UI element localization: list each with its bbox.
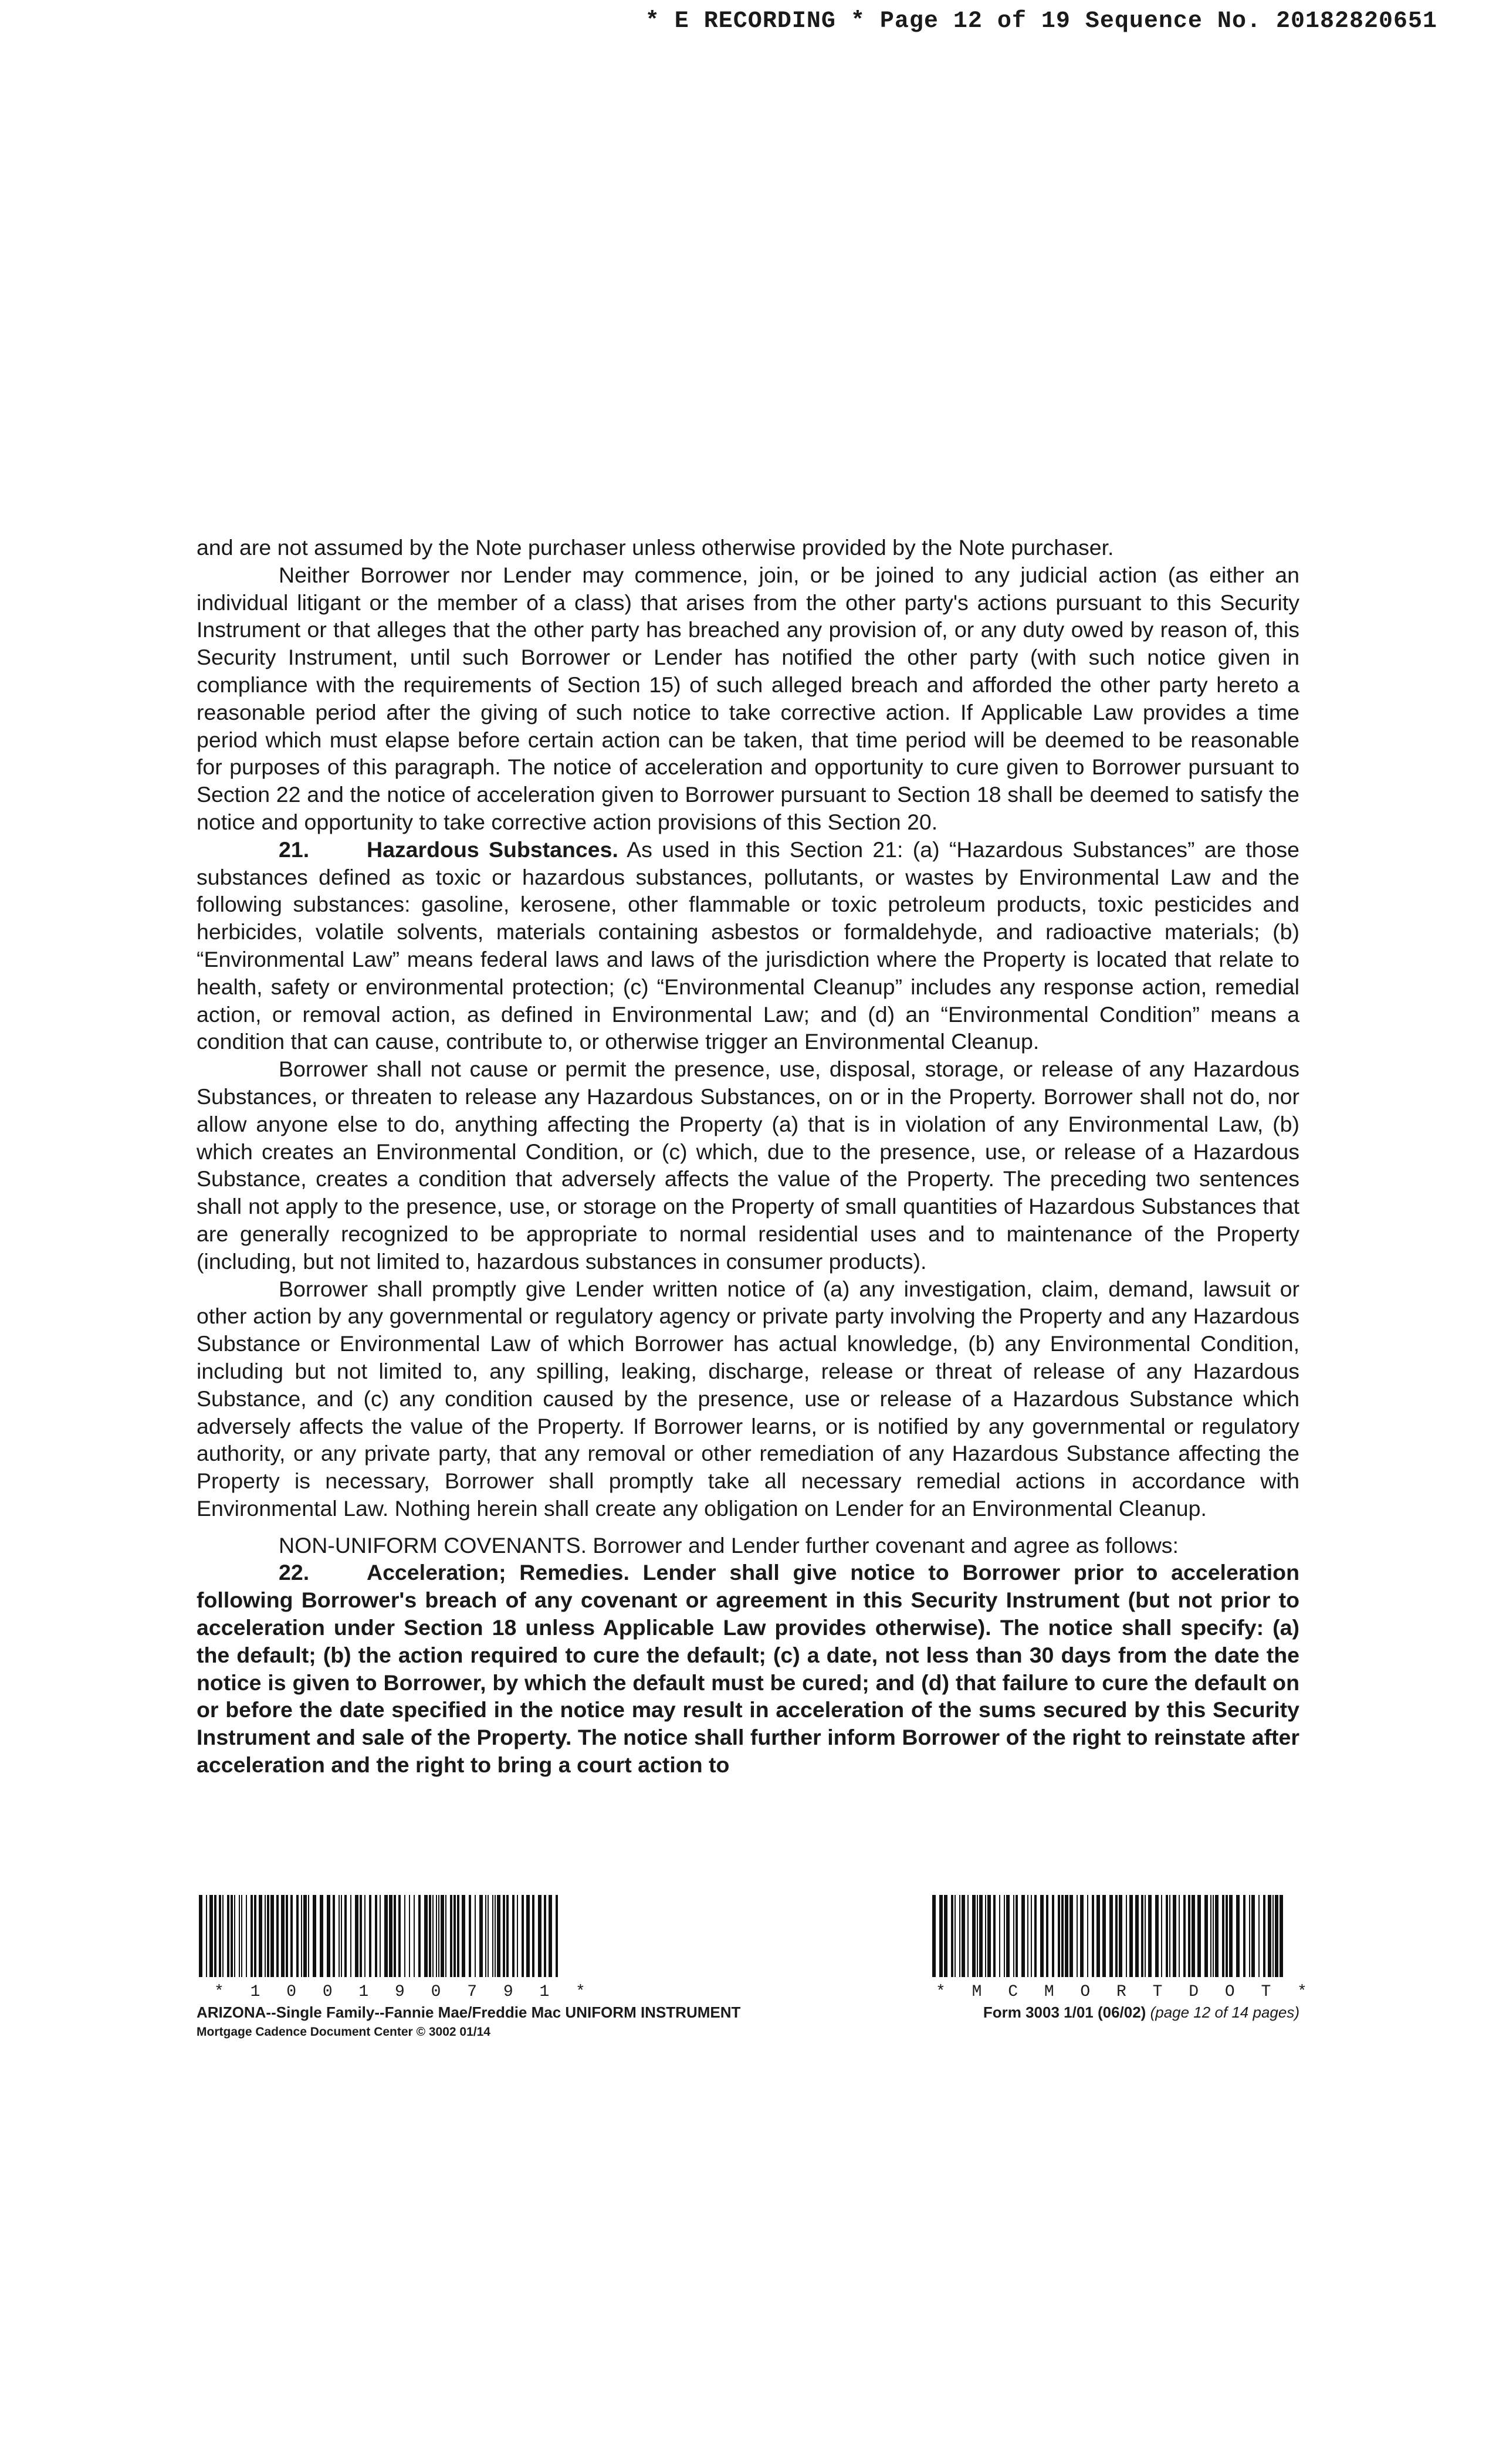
barcode-bar	[231, 1895, 233, 1977]
barcode-bar	[485, 1895, 486, 1977]
barcode-bar	[1173, 1895, 1176, 1977]
barcode-bar	[441, 1895, 444, 1977]
barcode-bar	[398, 1895, 401, 1977]
barcode-bar	[1145, 1895, 1146, 1977]
barcode-bar	[1004, 1895, 1005, 1977]
barcode-bar	[1169, 1895, 1170, 1977]
barcode-bar	[939, 1895, 943, 1977]
barcode-bar	[286, 1895, 288, 1977]
barcode-bar	[290, 1895, 293, 1977]
barcode-bar	[246, 1895, 247, 1977]
barcode-bar	[303, 1895, 307, 1977]
barcode-bar	[1102, 1895, 1106, 1977]
barcode-bar	[1280, 1895, 1283, 1977]
barcode-bar	[308, 1895, 309, 1977]
barcode-bar	[270, 1895, 274, 1977]
barcode-bar	[1065, 1895, 1068, 1977]
barcode-bar	[1215, 1895, 1219, 1977]
barcode-bar	[267, 1895, 269, 1977]
paragraph-borrower-not-cause: Borrower shall not cause or permit the presence, use, disposal, storage, or release of any Hazardous Substances, or threaten to release any Hazardous Substances, on or in the Property. Borrower shall not do, nor allow anyone else to do, anything affecting the Property (a) that is in violation of any Environmental Law, (b) which creates an Environmental Condition, or (c) which, due to the presence, use, or release of a Hazardous Substance, creates a condition that adversely affects the value of the Property. The preceding two sentences shall not apply to the presence, use, or storage on the Property of small quantities of Hazardous Substances that are generally recognized to be appropriate to normal residential uses and to maintenance of the Property (including, but not limited to, hazardous substances in consumer products).	[197, 1057, 1299, 1274]
barcode-bar	[251, 1895, 253, 1977]
barcode-bar	[380, 1895, 381, 1977]
barcode-bar	[418, 1895, 421, 1977]
barcode-bar	[462, 1895, 465, 1977]
barcode-bar	[296, 1895, 299, 1977]
barcode-bar	[409, 1895, 410, 1977]
section-22-number: 22.	[279, 1560, 310, 1585]
barcode-bar	[339, 1895, 340, 1977]
barcode-bar	[556, 1895, 558, 1977]
barcode-left-text: * 1 0 0 1 9 0 7 9 1 *	[214, 1983, 594, 2001]
barcode-bar	[1077, 1895, 1078, 1977]
barcode-bar	[1013, 1895, 1014, 1977]
barcode-bar	[320, 1895, 323, 1977]
barcode-bar	[301, 1895, 302, 1977]
barcode-bar	[506, 1895, 509, 1977]
barcode-bar	[993, 1895, 996, 1977]
barcode-bar	[313, 1895, 316, 1977]
barcode-bar	[549, 1895, 552, 1977]
barcode-bar	[479, 1895, 483, 1977]
barcode-right	[930, 1895, 1288, 1977]
section-21-text: As used in this Section 21: (a) “Hazardous Substances” are those substances defined as toxic or hazardous substances, pollutants, or wastes by Environmental Law and the following substances: gasoline, kerosene, other flammable or toxic petroleum products, toxic pesticides and herbicides, volatile solvents, materials containing asbestos or formaldehyde, and radioactive materials; (b) “Environmental Law” means federal laws and laws of the jurisdiction where the Property is located that relate to health, safety or environmental protection; (c) “Environmental Cleanup” includes any response action, remedial action, or removal action, as defined in Environmental Law; and (d) an “Environmental Condition” means a condition that can cause, contribute to, or otherwise trigger an Environmental Cleanup.	[197, 837, 1300, 1054]
barcode-bar	[239, 1895, 240, 1977]
barcode-bar	[1272, 1895, 1274, 1977]
barcode-bar	[219, 1895, 221, 1977]
barcode-bar	[1251, 1895, 1255, 1977]
barcode-bar	[526, 1895, 530, 1977]
section-22-text: Acceleration; Remedies. Lender shall give notice to Borrower prior to acceleration following Borrower's breach of any covenant or agreement in this Security Instrument (but not prior to acceleration under Section 18 unless Applicable Law provides otherwise). The notice shall specify: (a) the default; (b) the action required to cure the default; (c) a date, not less than 30 days from the date the notice is given to Borrower, by which the default must be cured; and (d) that failure to cure the default on or before the date specified in the notice may result in acceleration of the sums secured by this Security Instrument and sale of the Property. The notice shall further inform Borrower of the right to reinstate after acceleration and the right to bring a court action to	[197, 1560, 1299, 1778]
barcode-bar	[265, 1895, 266, 1977]
barcode-bar	[281, 1895, 285, 1977]
form-footer	[197, 1895, 1315, 2047]
barcode-bar	[1166, 1895, 1168, 1977]
barcode-bar	[1148, 1895, 1152, 1977]
barcode-bar	[1179, 1895, 1180, 1977]
barcode-bar	[955, 1895, 956, 1977]
barcode-bar	[492, 1895, 493, 1977]
document-body	[197, 534, 1299, 1779]
barcode-bar	[1258, 1895, 1260, 1977]
barcode-bar	[227, 1895, 229, 1977]
barcode-bar	[987, 1895, 991, 1977]
barcode-bar	[1213, 1895, 1214, 1977]
barcode-bar	[1092, 1895, 1094, 1977]
form-number: Form 3003 1/01 (06/02)	[983, 2003, 1146, 2021]
barcode-bar	[1204, 1895, 1208, 1977]
barcode-bar	[364, 1895, 365, 1977]
barcode-bar	[389, 1895, 392, 1977]
section-21	[197, 836, 1299, 1055]
barcode-bar	[1006, 1895, 1010, 1977]
form-number-line	[983, 2003, 1299, 2022]
barcode-bar	[457, 1895, 459, 1977]
barcode-bar	[1126, 1895, 1127, 1977]
barcode-bar	[199, 1895, 202, 1977]
barcode-bar	[206, 1895, 207, 1977]
barcode-bar	[394, 1895, 396, 1977]
barcode-bar	[1141, 1895, 1143, 1977]
barcode-bar	[1016, 1895, 1018, 1977]
barcode-bar	[450, 1895, 452, 1977]
barcode-bar	[1236, 1895, 1240, 1977]
barcode-bar	[979, 1895, 983, 1977]
barcode-bar	[1052, 1895, 1054, 1977]
barcode-bar	[384, 1895, 388, 1977]
barcode-bar	[1096, 1895, 1100, 1977]
barcode-bar	[259, 1895, 262, 1977]
barcode-bar	[424, 1895, 428, 1977]
barcode-bar	[1275, 1895, 1278, 1977]
barcode-bar	[469, 1895, 471, 1977]
barcode-bar	[532, 1895, 534, 1977]
barcode-bar	[1229, 1895, 1233, 1977]
section-21-title: Hazardous Substances.	[367, 837, 618, 862]
barcode-bar	[1249, 1895, 1250, 1977]
barcode-bar	[341, 1895, 342, 1977]
barcode-bar	[1155, 1895, 1159, 1977]
barcode-bar	[276, 1895, 279, 1977]
barcode-bar	[1109, 1895, 1113, 1977]
barcode-bar	[1222, 1895, 1224, 1977]
barcode-bar	[944, 1895, 947, 1977]
barcode-bar	[1058, 1895, 1060, 1977]
barcode-left	[197, 1895, 560, 1977]
barcode-bar	[1115, 1895, 1118, 1977]
barcode-bar	[432, 1895, 434, 1977]
barcode-bar	[1161, 1895, 1162, 1977]
barcode-bar	[1263, 1895, 1265, 1977]
paragraph-non-uniform-covenants: NON-UNIFORM COVENANTS. Borrower and Lender further covenant and agree as follows:	[279, 1532, 1179, 1558]
barcode-bar	[436, 1895, 437, 1977]
barcode-bar	[1226, 1895, 1228, 1977]
barcode-bar	[1021, 1895, 1025, 1977]
barcode-bar	[959, 1895, 960, 1977]
barcode-bar	[985, 1895, 986, 1977]
barcode-bar	[445, 1895, 446, 1977]
barcode-bar	[209, 1895, 213, 1977]
barcode-bar	[404, 1895, 405, 1977]
form-source: Mortgage Cadence Document Center © 3002 01/14	[197, 2025, 490, 2039]
section-22	[197, 1559, 1299, 1778]
barcode-bar	[355, 1895, 358, 1977]
barcode-bar	[999, 1895, 1000, 1977]
barcode-bar	[495, 1895, 496, 1977]
barcode-bar	[375, 1895, 377, 1977]
barcode-bar	[1087, 1895, 1088, 1977]
barcode-bar	[214, 1895, 216, 1977]
barcode-bar	[932, 1895, 936, 1977]
barcode-bar	[414, 1895, 415, 1977]
barcode-bar	[1129, 1895, 1133, 1977]
barcode-bar	[234, 1895, 235, 1977]
barcode-bar	[1210, 1895, 1211, 1977]
barcode-bar	[344, 1895, 347, 1977]
barcode-bar	[522, 1895, 524, 1977]
paragraph-judicial-action: Neither Borrower nor Lender may commence, join, or be joined to any judicial action (as either an individual litigant or the member of a class) that arises from the other party's actions pursuant to this Security Instrument or that alleges that the other party has breached any provision of, or any duty owed by reason of, this Security Instrument, until such Borrower or Lender has notified the other party (with such notice given in compliance with the requirements of Section 15) of such alleged breach and afforded the other party hereto a reasonable period after the giving of such notice to take corrective action. If Applicable Law provides a time period which must elapse before certain action can be taken, that time period will be deemed to be reasonable for purposes of this paragraph. The notice of acceleration and opportunity to cure given to Borrower pursuant to Section 22 and the notice of acceleration given to Borrower pursuant to Section 18 shall be deemed to satisfy the notice and opportunity to take corrective action provisions of this Section 20.	[197, 562, 1299, 834]
form-title: ARIZONA--Single Family--Fannie Mae/Freddie Mac UNIFORM INSTRUMENT	[197, 2003, 741, 2021]
barcode-bar	[544, 1895, 546, 1977]
barcode-bar	[254, 1895, 256, 1977]
barcode-bar	[438, 1895, 439, 1977]
barcode-bar	[1069, 1895, 1073, 1977]
barcode-bar	[327, 1895, 330, 1977]
barcode-bar	[1046, 1895, 1048, 1977]
page-info: (page 12 of 14 pages)	[1150, 2003, 1299, 2021]
barcode-bar	[1197, 1895, 1201, 1977]
barcode-bar	[517, 1895, 518, 1977]
barcode-bar	[222, 1895, 224, 1977]
barcode-bar	[1080, 1895, 1084, 1977]
barcode-bar	[538, 1895, 541, 1977]
barcode-bar	[350, 1895, 351, 1977]
barcode-bar	[1061, 1895, 1064, 1977]
barcode-bar	[962, 1895, 965, 1977]
barcode-bar	[488, 1895, 489, 1977]
barcode-bar	[333, 1895, 335, 1977]
paragraph-note-purchaser: and are not assumed by the Note purchaser unless otherwise provided by the Note purchaser.	[197, 535, 1114, 560]
barcode-right-text: * M C M O R T D O T *	[936, 1983, 1315, 2001]
barcode-bar	[241, 1895, 242, 1977]
barcode-bar	[512, 1895, 515, 1977]
paragraph-borrower-notice: Borrower shall promptly give Lender written notice of (a) any investigation, claim, demand, lawsuit or other action by any governmental or regulatory agency or private party involving the Property and any Hazardous Substance or Environmental Law of which Borrower has actual knowledge, (b) any Environmental Condition, including but not limited to, any spilling, leaking, discharge, release or threat of release of any Hazardous Substance, and (c) any condition caused by the presence, use or release of a Hazardous Substance which adversely affects the value of the Property. If Borrower learns, or is notified by any governmental or regulatory authority, or any private party, that any removal or other remediation of any Hazardous Substance affecting the Property is necessary, Borrower shall promptly take all necessary remedial actions in accordance with Environmental Law. Nothing herein shall create any obligation on Lender for an Environmental Cleanup.	[197, 1276, 1299, 1521]
barcode-bar	[453, 1895, 456, 1977]
barcode-bar	[475, 1895, 476, 1977]
barcode-bar	[1031, 1895, 1032, 1977]
barcode-bar	[972, 1895, 976, 1977]
barcode-bar	[1027, 1895, 1028, 1977]
barcode-bar	[360, 1895, 362, 1977]
barcode-bar	[967, 1895, 969, 1977]
barcode-bar	[1268, 1895, 1271, 1977]
barcode-bar	[977, 1895, 978, 1977]
barcode-bar	[1034, 1895, 1037, 1977]
barcode-bar	[1188, 1895, 1190, 1977]
section-21-number: 21.	[279, 837, 310, 862]
barcode-bar	[497, 1895, 500, 1977]
barcode-bar	[369, 1895, 371, 1977]
barcode-bar	[951, 1895, 953, 1977]
barcode-bar	[1135, 1895, 1139, 1977]
barcode-bar	[1119, 1895, 1122, 1977]
barcode-bar	[1040, 1895, 1044, 1977]
barcode-bar	[1243, 1895, 1245, 1977]
recording-header: * E RECORDING * Page 12 of 19 Sequence No. 20182820651	[645, 8, 1437, 35]
barcode-bar	[1183, 1895, 1186, 1977]
barcode-bar	[429, 1895, 431, 1977]
barcode-bar	[503, 1895, 505, 1977]
barcode-bar	[1192, 1895, 1195, 1977]
